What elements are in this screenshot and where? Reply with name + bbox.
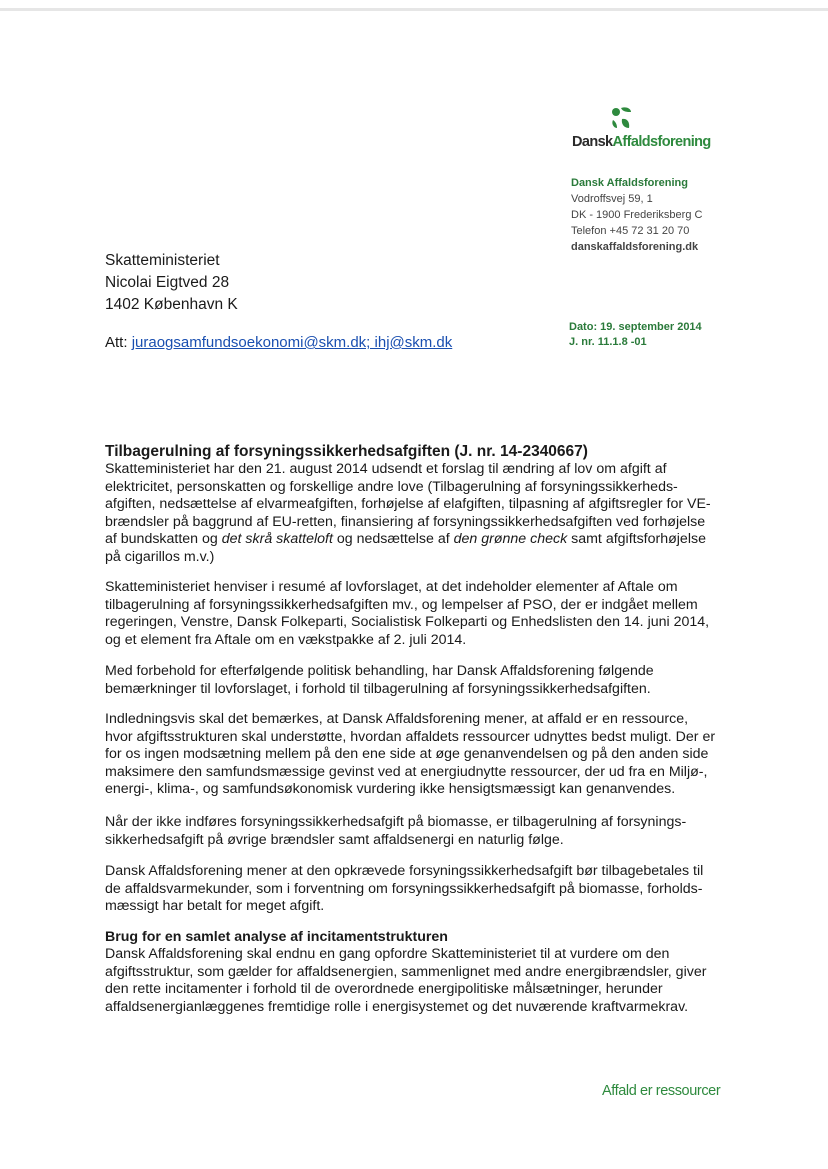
recipient-street: Nicolai Eigtved 28 (105, 274, 230, 291)
text-segment: Når der ikke indføres forsyningssikkerhedsafgift på biomasse, er tilbagerulning af forsynings- (105, 814, 687, 830)
text-segment: Med forbehold for efterfølgende politisk behandling, har Dansk Affaldsforening følgende (105, 663, 654, 679)
italic-text: det skrå skatteloft (221, 531, 333, 548)
text-segment: af bundskatten og (105, 531, 222, 548)
text-segment: Skatteministeriet henviser i resumé af lovforslaget, at det indeholder elementer af Aftale om (105, 579, 678, 595)
attention-line (105, 334, 452, 351)
text-line (105, 614, 709, 632)
paragraph (105, 711, 715, 799)
text-line (105, 881, 703, 899)
text-line (105, 496, 711, 514)
text-segment: brændsler på baggrund af EU-retten, finansiering af forsyningssikkerhedsafgiften ved forhøjelse (105, 513, 706, 530)
text-segment: bemærkninger til lovforslaget, i forhold til tilbagerulning af forsyningssikkerhedsafgiften. (105, 680, 651, 697)
text-line (105, 781, 715, 799)
text-line (105, 663, 654, 681)
text-segment: sikkerhedsafgift på øvrige brændsler samt affaldsenergi en naturlig følge. (105, 831, 564, 848)
text-line: den rette incitamenter i forhold til de overordnede energipolitiske målsætninger, herunder (105, 981, 663, 998)
text-segment: samt afgiftsforhøjelse (567, 531, 706, 548)
letter-date: Dato: 19. september 2014 (569, 321, 702, 333)
text-line (105, 898, 703, 916)
text-segment: Skatteministeriet har den 21. august 2014 udsendt et forslag til ændring af lov om afgift af (105, 461, 667, 477)
footer-slogan: Affald er ressourcer (602, 1083, 721, 1099)
text-line (105, 746, 715, 764)
sender-address: Vodroffsvej 59, 1 (571, 193, 653, 205)
text-segment: Dansk Affaldsforening mener at den opkrævede forsyningssikkerhedsafgift bør tilbagebetales til (105, 863, 704, 879)
text-segment: Indledningsvis skal det bemærkes, at Dansk Affaldsforening mener, at affald er en ressource, (105, 711, 689, 727)
paragraph (105, 461, 711, 567)
text-line: afgiftsstruktur, som gælder for affaldsenergien, sammenlignet med andre energibrændsler, giver (105, 963, 707, 980)
text-line (105, 729, 715, 747)
section-heading: Brug for en samlet analyse af incitamentstrukturen (105, 929, 448, 945)
scan-edge (0, 8, 828, 11)
paragraph (105, 663, 654, 698)
journal-number: J. nr. 11.1.8 -01 (569, 336, 647, 348)
text-line (105, 832, 686, 850)
text-line (105, 514, 711, 532)
text-line (105, 531, 711, 549)
recipient-city: 1402 København K (105, 296, 238, 313)
letter-title: Tilbagerulning af forsyningssikkerhedsafgiften (J. nr. 14-2340667) (105, 443, 588, 460)
text-segment: regeringen, Venstre, Dansk Folkeparti, Socialistisk Folkeparti og Enhedslisten den 14. juni 2014, (105, 614, 710, 631)
recipient-name: Skatteministeriet (105, 252, 220, 269)
text-line (105, 764, 715, 782)
leaf-logo-icon (610, 106, 632, 132)
sender-website: danskaffaldsforening.dk (571, 241, 699, 253)
text-segment: maksimere den samfundsmæssige gevinst ved at energiudnytte ressourcer, der ud fra en Miljø-, (105, 763, 708, 780)
text-line (105, 681, 654, 699)
text-segment: elektricitet, personskatten og forskellige andre love (Tilbagerulning af forsyningssikkerheds- (105, 478, 678, 495)
text-line (105, 863, 703, 881)
text-segment: energi-, klima-, og samfundsøkonomisk vurdering ikke hensigtsmæssigt kan genanvendes. (105, 781, 676, 798)
text-line: affaldsenergianlæggenes fremtidige rolle i energisystemet og det nuværende kraftvarmekrav. (105, 998, 689, 1015)
sender-city: DK - 1900 Frederiksberg C (571, 209, 703, 221)
text-segment: på cigarillos m.v.) (105, 548, 215, 565)
text-line: Dansk Affaldsforening skal endnu en gang opfordre Skatteministeriet til at vurdere om den (105, 946, 670, 962)
logo-part1: Dansk (572, 134, 613, 150)
text-segment: og et element fra Aftale om en vækstpakke af 2. juli 2014. (105, 631, 467, 648)
text-segment: mæssigt har betalt for meget afgift. (105, 898, 325, 915)
paragraph (105, 863, 703, 916)
recipient-block (105, 250, 238, 316)
logo-part2: Affaldsforening (612, 134, 711, 150)
brand-logo (572, 134, 711, 150)
text-line (105, 579, 709, 597)
text-line (105, 711, 715, 729)
sender-block (571, 175, 702, 255)
meta-block (569, 320, 702, 350)
att-label: Att: (105, 334, 132, 351)
text-line (105, 479, 711, 497)
section-paragraph (105, 946, 706, 1016)
text-line (105, 461, 711, 479)
sender-name: Dansk Affaldsforening (571, 177, 688, 189)
sender-phone: Telefon +45 72 31 20 70 (571, 225, 690, 237)
text-line (105, 632, 709, 650)
text-line (105, 549, 711, 567)
text-segment: de affaldsvarmekunder, som i forventning om forsyningssikkerhedsafgift på biomasse, forholds- (105, 880, 703, 897)
text-segment: tilbagerulning af forsyningssikkerhedsafgiften mv., og lempelser af PSO, der er indgået mellem (105, 596, 698, 613)
att-email-links[interactable]: juraogsamfundsoekonomi@skm.dk; ihj@skm.dk (131, 334, 453, 351)
text-segment: afgiften, nedsættelse af elvarmeafgiften, forhøjelse af elafgiften, tilpasning af afgiftsregler for VE- (105, 496, 711, 513)
text-segment: hvor afgiftsstrukturen skal understøtte, hvordan affaldets ressourcer udnyttes bedst muligt. Der er (105, 728, 716, 745)
text-line (105, 814, 686, 832)
paragraph (105, 579, 709, 649)
text-line (105, 597, 709, 615)
paragraph (105, 814, 686, 849)
text-segment: og nedsættelse af (332, 531, 454, 548)
italic-text: den grønne check (453, 531, 568, 548)
text-segment: for os ingen modsætning mellem på den ene side at øge genanvendelsen og på den anden side (105, 746, 709, 763)
